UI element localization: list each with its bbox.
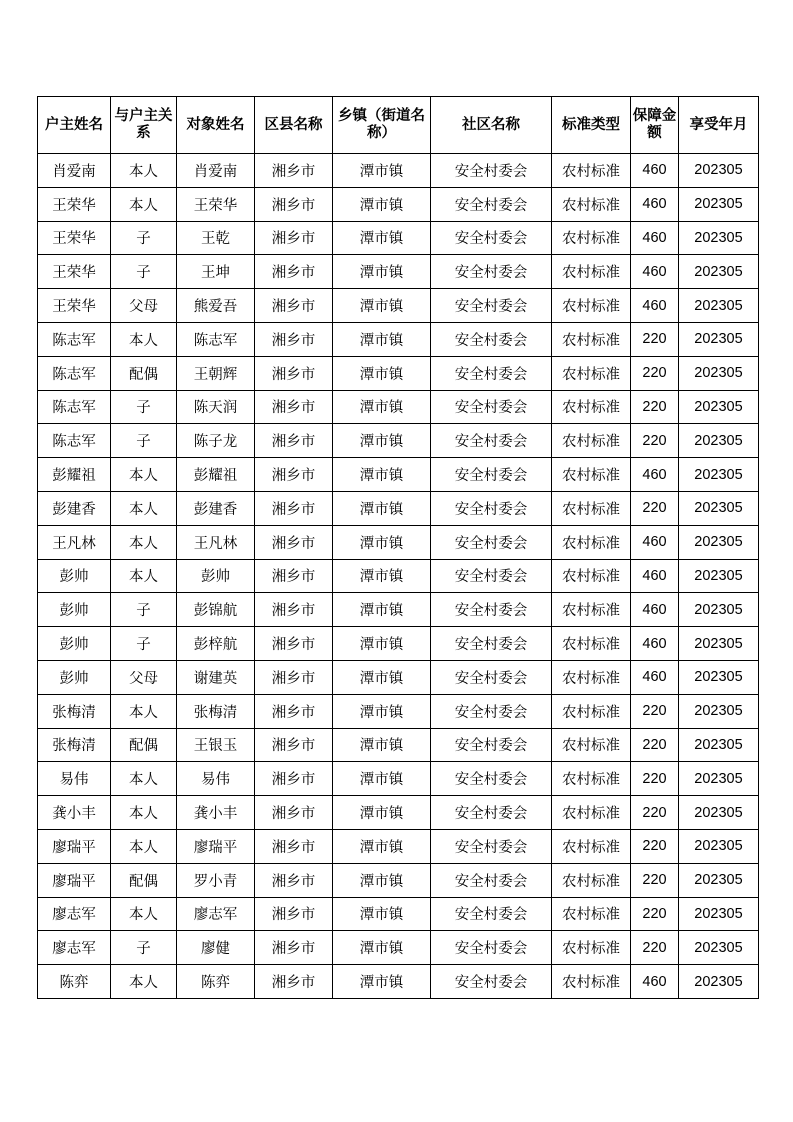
cell-guanxi: 子 — [111, 221, 177, 255]
cell-biaozhun: 农村标准 — [552, 593, 631, 627]
cell-nianyue: 202305 — [679, 221, 759, 255]
cell-nianyue: 202305 — [679, 424, 759, 458]
cell-xiangzhen: 潭市镇 — [333, 390, 431, 424]
cell-nianyue: 202305 — [679, 931, 759, 965]
cell-guanxi: 配偶 — [111, 728, 177, 762]
cell-nianyue: 202305 — [679, 762, 759, 796]
cell-xiangzhen: 潭市镇 — [333, 525, 431, 559]
cell-biaozhun: 农村标准 — [552, 491, 631, 525]
cell-quxian: 湘乡市 — [255, 322, 333, 356]
cell-guanxi: 父母 — [111, 660, 177, 694]
cell-biaozhun: 农村标准 — [552, 221, 631, 255]
cell-duixiang: 廖志军 — [177, 897, 255, 931]
cell-jine: 460 — [631, 221, 679, 255]
cell-nianyue: 202305 — [679, 796, 759, 830]
cell-xiangzhen: 潭市镇 — [333, 187, 431, 221]
cell-shequ: 安全村委会 — [431, 221, 552, 255]
table-row — [38, 491, 759, 525]
cell-guanxi: 本人 — [111, 796, 177, 830]
cell-shequ: 安全村委会 — [431, 154, 552, 188]
cell-biaozhun: 农村标准 — [552, 762, 631, 796]
cell-jine: 220 — [631, 728, 679, 762]
cell-huzhu: 王荣华 — [38, 289, 111, 323]
cell-shequ: 安全村委会 — [431, 491, 552, 525]
cell-biaozhun: 农村标准 — [552, 965, 631, 999]
header-shequ: 社区名称 — [431, 97, 552, 154]
cell-jine: 220 — [631, 897, 679, 931]
cell-nianyue: 202305 — [679, 491, 759, 525]
cell-biaozhun: 农村标准 — [552, 187, 631, 221]
cell-huzhu: 王荣华 — [38, 255, 111, 289]
cell-huzhu: 彭耀祖 — [38, 458, 111, 492]
cell-duixiang: 肖爱南 — [177, 154, 255, 188]
cell-biaozhun: 农村标准 — [552, 660, 631, 694]
cell-guanxi: 本人 — [111, 829, 177, 863]
cell-quxian: 湘乡市 — [255, 694, 333, 728]
cell-shequ: 安全村委会 — [431, 796, 552, 830]
cell-jine: 220 — [631, 694, 679, 728]
cell-nianyue: 202305 — [679, 863, 759, 897]
cell-guanxi: 本人 — [111, 897, 177, 931]
table-row — [38, 796, 759, 830]
cell-quxian: 湘乡市 — [255, 154, 333, 188]
table-row — [38, 255, 759, 289]
cell-biaozhun: 农村标准 — [552, 897, 631, 931]
cell-quxian: 湘乡市 — [255, 559, 333, 593]
cell-xiangzhen: 潭市镇 — [333, 356, 431, 390]
table-row — [38, 829, 759, 863]
cell-shequ: 安全村委会 — [431, 931, 552, 965]
cell-xiangzhen: 潭市镇 — [333, 154, 431, 188]
cell-xiangzhen: 潭市镇 — [333, 458, 431, 492]
cell-nianyue: 202305 — [679, 390, 759, 424]
cell-nianyue: 202305 — [679, 255, 759, 289]
cell-jine: 220 — [631, 796, 679, 830]
cell-huzhu: 廖瑞平 — [38, 829, 111, 863]
cell-biaozhun: 农村标准 — [552, 289, 631, 323]
cell-guanxi: 本人 — [111, 458, 177, 492]
cell-guanxi: 本人 — [111, 322, 177, 356]
cell-quxian: 湘乡市 — [255, 458, 333, 492]
cell-xiangzhen: 潭市镇 — [333, 322, 431, 356]
cell-guanxi: 本人 — [111, 762, 177, 796]
cell-duixiang: 熊爱吾 — [177, 289, 255, 323]
cell-huzhu: 王凡林 — [38, 525, 111, 559]
table-row — [38, 221, 759, 255]
cell-huzhu: 陈志军 — [38, 322, 111, 356]
header-huzhu: 户主姓名 — [38, 97, 111, 154]
cell-huzhu: 易伟 — [38, 762, 111, 796]
cell-quxian: 湘乡市 — [255, 356, 333, 390]
cell-jine: 460 — [631, 255, 679, 289]
cell-biaozhun: 农村标准 — [552, 322, 631, 356]
cell-xiangzhen: 潭市镇 — [333, 728, 431, 762]
cell-guanxi: 子 — [111, 931, 177, 965]
cell-biaozhun: 农村标准 — [552, 525, 631, 559]
cell-biaozhun: 农村标准 — [552, 931, 631, 965]
cell-huzhu: 陈志军 — [38, 424, 111, 458]
cell-xiangzhen: 潭市镇 — [333, 796, 431, 830]
cell-jine: 460 — [631, 593, 679, 627]
cell-huzhu: 陈弈 — [38, 965, 111, 999]
cell-nianyue: 202305 — [679, 289, 759, 323]
cell-nianyue: 202305 — [679, 187, 759, 221]
table-row — [38, 762, 759, 796]
cell-duixiang: 龚小丰 — [177, 796, 255, 830]
cell-shequ: 安全村委会 — [431, 897, 552, 931]
cell-duixiang: 陈志军 — [177, 322, 255, 356]
cell-jine: 460 — [631, 289, 679, 323]
header-jine: 保障金额 — [631, 97, 679, 154]
cell-duixiang: 罗小青 — [177, 863, 255, 897]
cell-jine: 460 — [631, 965, 679, 999]
cell-shequ: 安全村委会 — [431, 289, 552, 323]
cell-shequ: 安全村委会 — [431, 728, 552, 762]
cell-huzhu: 彭帅 — [38, 660, 111, 694]
cell-quxian: 湘乡市 — [255, 897, 333, 931]
table-row — [38, 728, 759, 762]
cell-duixiang: 彭锦航 — [177, 593, 255, 627]
cell-duixiang: 张梅清 — [177, 694, 255, 728]
cell-biaozhun: 农村标准 — [552, 863, 631, 897]
cell-biaozhun: 农村标准 — [552, 559, 631, 593]
cell-huzhu: 陈志军 — [38, 356, 111, 390]
cell-jine: 220 — [631, 356, 679, 390]
cell-duixiang: 彭建香 — [177, 491, 255, 525]
cell-guanxi: 本人 — [111, 965, 177, 999]
cell-guanxi: 子 — [111, 255, 177, 289]
cell-shequ: 安全村委会 — [431, 863, 552, 897]
cell-guanxi: 子 — [111, 627, 177, 661]
cell-guanxi: 本人 — [111, 491, 177, 525]
cell-nianyue: 202305 — [679, 525, 759, 559]
cell-xiangzhen: 潭市镇 — [333, 491, 431, 525]
cell-biaozhun: 农村标准 — [552, 694, 631, 728]
cell-nianyue: 202305 — [679, 458, 759, 492]
cell-jine: 460 — [631, 627, 679, 661]
cell-xiangzhen: 潭市镇 — [333, 694, 431, 728]
table-row — [38, 289, 759, 323]
table-row — [38, 424, 759, 458]
cell-quxian: 湘乡市 — [255, 525, 333, 559]
cell-nianyue: 202305 — [679, 322, 759, 356]
table-row — [38, 154, 759, 188]
cell-guanxi: 配偶 — [111, 863, 177, 897]
cell-xiangzhen: 潭市镇 — [333, 863, 431, 897]
cell-jine: 460 — [631, 525, 679, 559]
cell-biaozhun: 农村标准 — [552, 390, 631, 424]
header-nianyue: 享受年月 — [679, 97, 759, 154]
cell-xiangzhen: 潭市镇 — [333, 660, 431, 694]
cell-jine: 460 — [631, 660, 679, 694]
cell-duixiang: 陈弈 — [177, 965, 255, 999]
cell-huzhu: 彭帅 — [38, 627, 111, 661]
cell-shequ: 安全村委会 — [431, 965, 552, 999]
cell-nianyue: 202305 — [679, 694, 759, 728]
cell-biaozhun: 农村标准 — [552, 728, 631, 762]
cell-guanxi: 本人 — [111, 525, 177, 559]
cell-nianyue: 202305 — [679, 965, 759, 999]
roster-table — [37, 96, 759, 999]
cell-guanxi: 子 — [111, 390, 177, 424]
cell-jine: 220 — [631, 322, 679, 356]
cell-shequ: 安全村委会 — [431, 627, 552, 661]
cell-quxian: 湘乡市 — [255, 390, 333, 424]
cell-huzhu: 彭帅 — [38, 593, 111, 627]
table-row — [38, 458, 759, 492]
cell-shequ: 安全村委会 — [431, 322, 552, 356]
cell-jine: 220 — [631, 424, 679, 458]
cell-duixiang: 王荣华 — [177, 187, 255, 221]
cell-guanxi: 本人 — [111, 694, 177, 728]
cell-biaozhun: 农村标准 — [552, 424, 631, 458]
cell-quxian: 湘乡市 — [255, 289, 333, 323]
table-row — [38, 965, 759, 999]
cell-duixiang: 王银玉 — [177, 728, 255, 762]
cell-jine: 460 — [631, 187, 679, 221]
cell-huzhu: 肖爱南 — [38, 154, 111, 188]
cell-shequ: 安全村委会 — [431, 694, 552, 728]
cell-xiangzhen: 潭市镇 — [333, 221, 431, 255]
cell-xiangzhen: 潭市镇 — [333, 829, 431, 863]
cell-biaozhun: 农村标准 — [552, 154, 631, 188]
cell-quxian: 湘乡市 — [255, 762, 333, 796]
table-row — [38, 694, 759, 728]
table-row — [38, 356, 759, 390]
cell-xiangzhen: 潭市镇 — [333, 762, 431, 796]
cell-xiangzhen: 潭市镇 — [333, 931, 431, 965]
cell-quxian: 湘乡市 — [255, 796, 333, 830]
cell-huzhu: 张梅清 — [38, 694, 111, 728]
cell-xiangzhen: 潭市镇 — [333, 593, 431, 627]
header-duixiang: 对象姓名 — [177, 97, 255, 154]
table-row — [38, 593, 759, 627]
cell-quxian: 湘乡市 — [255, 931, 333, 965]
cell-guanxi: 本人 — [111, 187, 177, 221]
cell-quxian: 湘乡市 — [255, 660, 333, 694]
table-row — [38, 660, 759, 694]
cell-jine: 220 — [631, 931, 679, 965]
cell-duixiang: 王乾 — [177, 221, 255, 255]
cell-shequ: 安全村委会 — [431, 424, 552, 458]
cell-xiangzhen: 潭市镇 — [333, 424, 431, 458]
cell-guanxi: 本人 — [111, 559, 177, 593]
cell-huzhu: 彭建香 — [38, 491, 111, 525]
cell-quxian: 湘乡市 — [255, 255, 333, 289]
header-quxian: 区县名称 — [255, 97, 333, 154]
table-row — [38, 525, 759, 559]
cell-biaozhun: 农村标准 — [552, 627, 631, 661]
cell-huzhu: 王荣华 — [38, 187, 111, 221]
cell-quxian: 湘乡市 — [255, 221, 333, 255]
table-row — [38, 863, 759, 897]
cell-quxian: 湘乡市 — [255, 491, 333, 525]
cell-jine: 220 — [631, 390, 679, 424]
cell-guanxi: 配偶 — [111, 356, 177, 390]
cell-jine: 460 — [631, 559, 679, 593]
cell-guanxi: 本人 — [111, 154, 177, 188]
cell-duixiang: 彭梓航 — [177, 627, 255, 661]
cell-shequ: 安全村委会 — [431, 559, 552, 593]
cell-jine: 220 — [631, 762, 679, 796]
cell-duixiang: 陈子龙 — [177, 424, 255, 458]
cell-huzhu: 陈志军 — [38, 390, 111, 424]
cell-jine: 460 — [631, 154, 679, 188]
cell-quxian: 湘乡市 — [255, 424, 333, 458]
cell-jine: 460 — [631, 458, 679, 492]
cell-biaozhun: 农村标准 — [552, 829, 631, 863]
cell-huzhu: 廖瑞平 — [38, 863, 111, 897]
header-guanxi: 与户主关系 — [111, 97, 177, 154]
table-row — [38, 627, 759, 661]
cell-duixiang: 廖健 — [177, 931, 255, 965]
cell-xiangzhen: 潭市镇 — [333, 965, 431, 999]
cell-guanxi: 子 — [111, 424, 177, 458]
cell-duixiang: 王坤 — [177, 255, 255, 289]
cell-shequ: 安全村委会 — [431, 762, 552, 796]
cell-biaozhun: 农村标准 — [552, 356, 631, 390]
cell-xiangzhen: 潭市镇 — [333, 559, 431, 593]
table-row — [38, 322, 759, 356]
cell-duixiang: 陈天润 — [177, 390, 255, 424]
table-row — [38, 897, 759, 931]
cell-xiangzhen: 潭市镇 — [333, 255, 431, 289]
cell-duixiang: 王朝辉 — [177, 356, 255, 390]
table-row — [38, 559, 759, 593]
cell-nianyue: 202305 — [679, 728, 759, 762]
cell-shequ: 安全村委会 — [431, 356, 552, 390]
cell-nianyue: 202305 — [679, 154, 759, 188]
cell-huzhu: 廖志军 — [38, 897, 111, 931]
cell-nianyue: 202305 — [679, 356, 759, 390]
cell-nianyue: 202305 — [679, 897, 759, 931]
cell-duixiang: 彭帅 — [177, 559, 255, 593]
cell-nianyue: 202305 — [679, 829, 759, 863]
table-body — [38, 154, 759, 999]
cell-huzhu: 彭帅 — [38, 559, 111, 593]
header-xiangzhen: 乡镇（街道名称） — [333, 97, 431, 154]
table-row — [38, 931, 759, 965]
cell-nianyue: 202305 — [679, 559, 759, 593]
cell-huzhu: 王荣华 — [38, 221, 111, 255]
cell-biaozhun: 农村标准 — [552, 458, 631, 492]
cell-huzhu: 龚小丰 — [38, 796, 111, 830]
cell-huzhu: 廖志军 — [38, 931, 111, 965]
cell-nianyue: 202305 — [679, 660, 759, 694]
table-row — [38, 187, 759, 221]
cell-jine: 220 — [631, 863, 679, 897]
cell-jine: 220 — [631, 491, 679, 525]
cell-shequ: 安全村委会 — [431, 390, 552, 424]
cell-quxian: 湘乡市 — [255, 863, 333, 897]
cell-guanxi: 父母 — [111, 289, 177, 323]
cell-nianyue: 202305 — [679, 593, 759, 627]
cell-duixiang: 王凡林 — [177, 525, 255, 559]
header-biaozhun: 标准类型 — [552, 97, 631, 154]
cell-quxian: 湘乡市 — [255, 965, 333, 999]
cell-nianyue: 202305 — [679, 627, 759, 661]
cell-duixiang: 谢建英 — [177, 660, 255, 694]
cell-biaozhun: 农村标准 — [552, 255, 631, 289]
cell-shequ: 安全村委会 — [431, 829, 552, 863]
cell-duixiang: 易伟 — [177, 762, 255, 796]
cell-duixiang: 彭耀祖 — [177, 458, 255, 492]
cell-guanxi: 子 — [111, 593, 177, 627]
header-row — [38, 97, 759, 154]
cell-shequ: 安全村委会 — [431, 660, 552, 694]
cell-quxian: 湘乡市 — [255, 187, 333, 221]
cell-xiangzhen: 潭市镇 — [333, 627, 431, 661]
cell-shequ: 安全村委会 — [431, 255, 552, 289]
cell-xiangzhen: 潭市镇 — [333, 897, 431, 931]
cell-huzhu: 张梅清 — [38, 728, 111, 762]
cell-quxian: 湘乡市 — [255, 593, 333, 627]
cell-shequ: 安全村委会 — [431, 458, 552, 492]
cell-duixiang: 廖瑞平 — [177, 829, 255, 863]
cell-shequ: 安全村委会 — [431, 187, 552, 221]
table-row — [38, 390, 759, 424]
cell-jine: 220 — [631, 829, 679, 863]
cell-biaozhun: 农村标准 — [552, 796, 631, 830]
cell-xiangzhen: 潭市镇 — [333, 289, 431, 323]
cell-quxian: 湘乡市 — [255, 627, 333, 661]
cell-shequ: 安全村委会 — [431, 593, 552, 627]
cell-quxian: 湘乡市 — [255, 829, 333, 863]
cell-shequ: 安全村委会 — [431, 525, 552, 559]
cell-quxian: 湘乡市 — [255, 728, 333, 762]
